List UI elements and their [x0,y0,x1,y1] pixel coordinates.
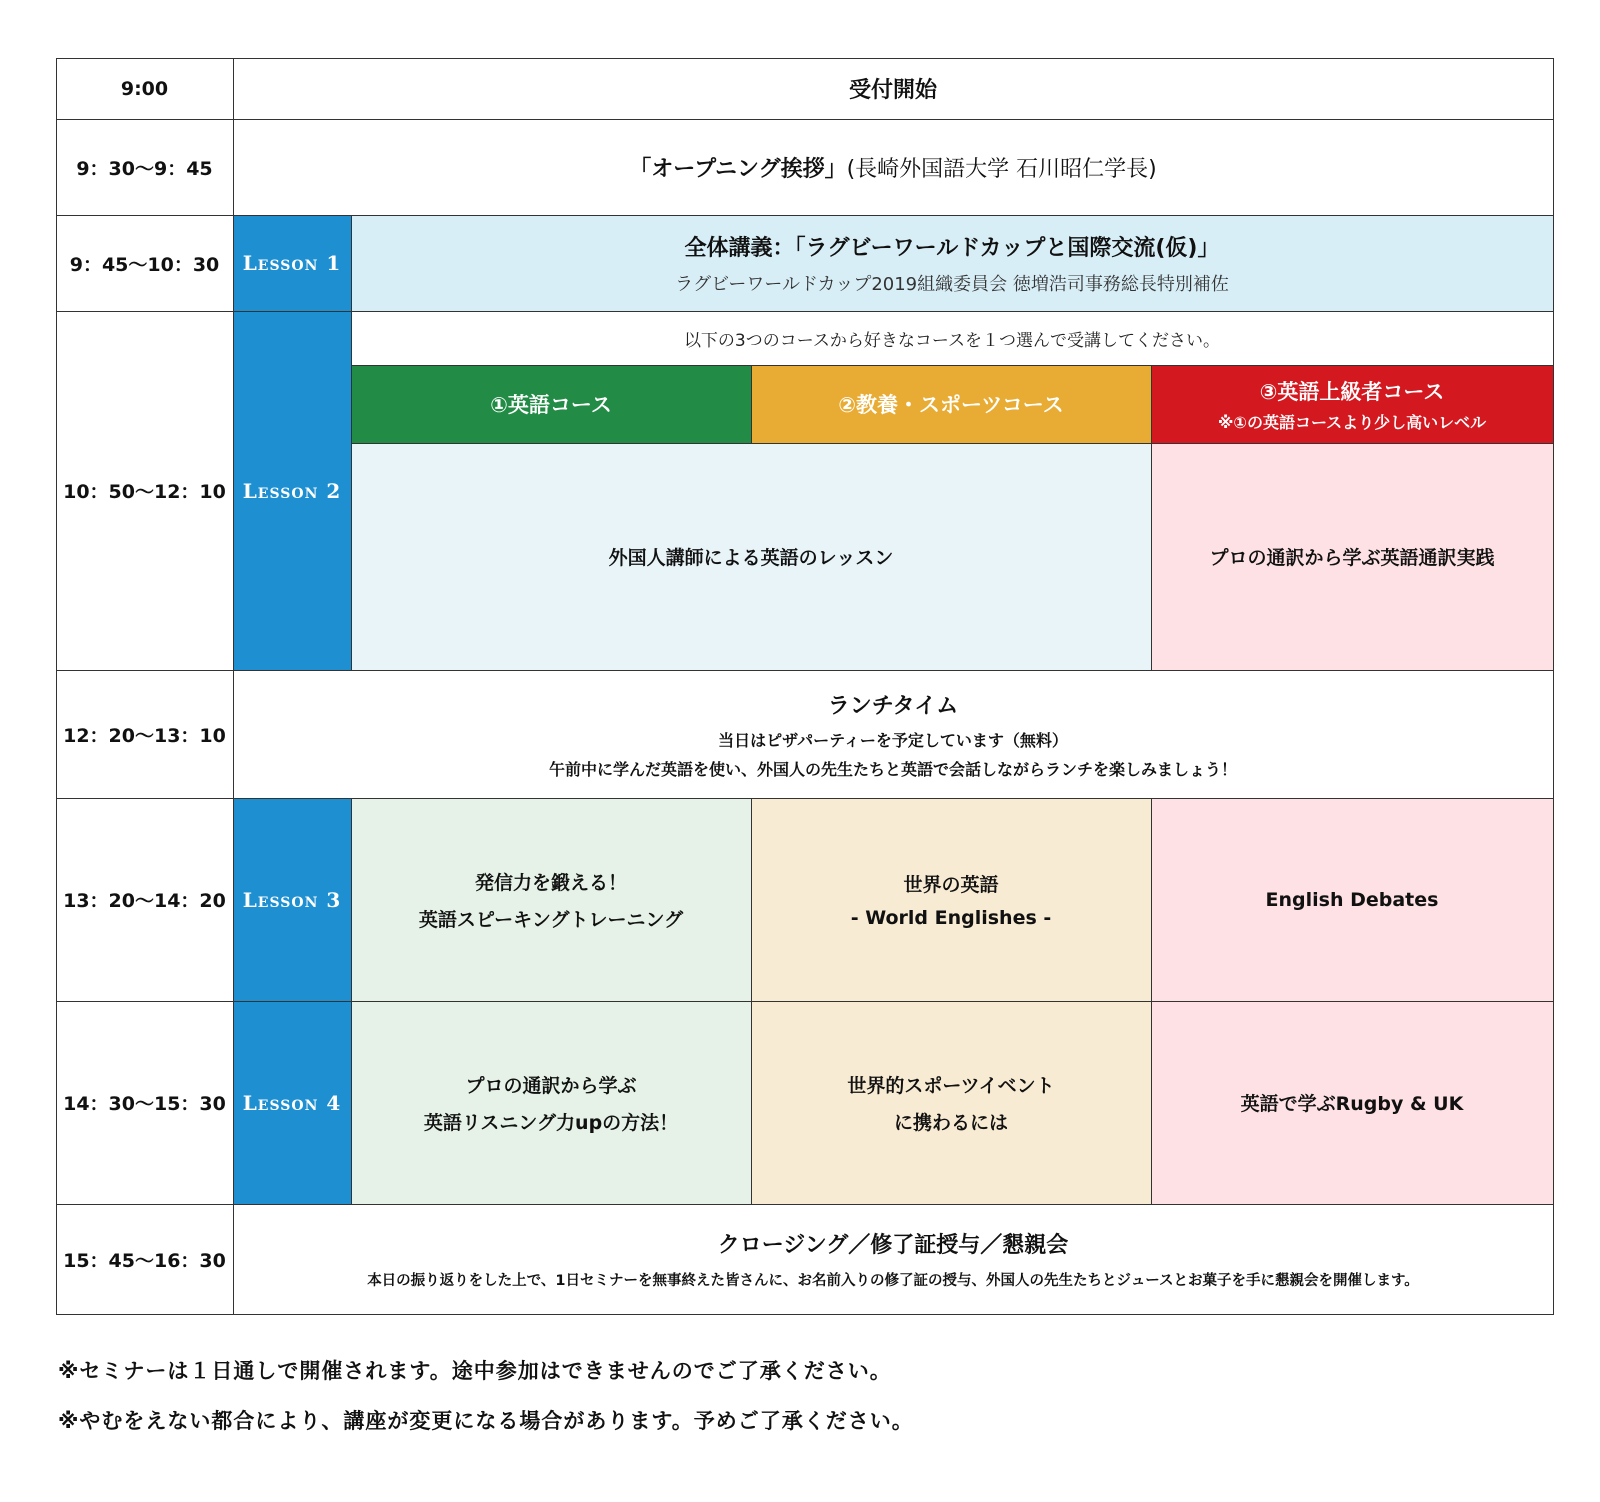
time-lesson2: 10：50〜12：10 [63,481,226,503]
lunch-line2: 午前中に学んだ英語を使い、外国人の先生たちと英語で会話しながらランチを楽しみましょう！ [548,759,1237,779]
lesson1-speaker: ラグビーワールドカップ2019組織委員会 徳増浩司事務総長特別補佐 [675,273,1229,295]
course-english-header: ①英語コース [351,365,751,443]
footnote: ※セミナーは１日通しで開催されます。途中参加はできませんのでご了承ください。 [58,1359,892,1383]
lesson2-label: Lesson 2 [233,311,351,670]
grid-line [56,215,1553,216]
grid-line [1151,798,1152,1204]
course-advanced-title: ③英語上級者コース [1259,379,1445,404]
lesson4-english-line2: 英語リスニング力upの方法！ [423,1111,679,1134]
grid-line [233,58,234,1314]
lesson3-liberal [751,798,1151,1001]
grid-line [56,670,1553,671]
grid-line [56,58,57,1314]
lesson4-liberal-line2: に携わるには [893,1111,1008,1134]
lesson4-liberal [751,1001,1151,1204]
grid-line [56,1314,1554,1315]
footnote: ※やむをえない都合により、講座が変更になる場合があります。予めご了承ください。 [58,1409,914,1433]
closing-description: 本日の振り返りをした上で、1日セミナーを無事終えた皆さんに、お名前入りの修了証の授与、外国人の先生たちとジュースとお菓子を手に懇親会を開催します。 [367,1273,1419,1289]
time-lesson4: 14：30〜15：30 [63,1093,226,1115]
lesson3-english [351,798,751,1001]
lesson2-shared-content: 外国人講師による英語のレッスン [351,443,1151,670]
time-reception: 9:00 [120,77,169,100]
lunch-line1: 当日はピザパーティーを予定しています（無料） [718,730,1068,750]
course-advanced-header [1151,365,1553,443]
lesson3-advanced: English Debates [1151,798,1553,1001]
lesson3-english-line2: 英語スピーキングトレーニング [418,908,684,931]
lesson4-advanced: 英語で学ぶRugby & UK [1151,1001,1553,1204]
grid-line [56,1204,1553,1205]
course-liberal-header: ②教養・スポーツコース [751,365,1151,443]
grid-line [1553,58,1554,1315]
reception-title: 受付開始 [848,78,937,103]
lesson3-label: Lesson 3 [233,798,351,1001]
time-opening: 9：30〜9：45 [76,157,213,180]
lesson4-english [351,1001,751,1204]
grid-line [56,798,1553,799]
grid-line [351,798,352,1204]
time-closing: 15：45〜16：30 [63,1249,226,1272]
opening-title [233,119,1553,215]
lesson2-instruction: 以下の3つのコースから好きなコースを１つ選んで受講してください。 [683,330,1221,351]
lunch-content [233,670,1553,798]
grid-line [56,311,1553,312]
grid-line [351,365,1553,366]
time-lesson1: 9：45〜10：30 [69,253,220,276]
lesson4-english-line1: プロの通訳から学ぶ [465,1074,637,1097]
lesson1-content [351,215,1553,311]
lesson4-liberal-line1: 世界的スポーツイベント [847,1074,1055,1097]
grid-line [351,215,352,670]
lesson1-title: 全体講義：「ラグビーワールドカップと国際交流(仮)」 [684,235,1220,261]
grid-line [351,443,1553,444]
time-lunch: 12：20〜13：10 [63,724,226,747]
lesson3-liberal-line2: - World Englishes - [850,907,1052,929]
lesson3-liberal-line1: 世界の英語 [903,874,999,896]
lunch-title: ランチタイム [827,693,959,719]
grid-line [751,798,752,1204]
lesson2-advanced-content: プロの通訳から学ぶ英語通訳実践 [1151,443,1553,670]
grid-line [751,365,752,443]
time-lesson3: 13：20〜14：20 [63,890,226,912]
closing-title: クロージング／修了証授与／懇親会 [717,1233,1069,1258]
lesson1-label: Lesson 1 [233,215,351,311]
closing-content [233,1204,1553,1314]
lesson3-english-line1: 発信力を鍛える！ [474,871,627,894]
grid-line [56,1001,1553,1002]
course-advanced-note: ※①の英語コースより少し高いレベル [1217,412,1487,432]
opening-title-main: 「オープニング挨拶」 [629,156,847,182]
grid-line [56,58,1553,59]
opening-title-speaker: (長崎外国語大学 石川昭仁学長) [846,156,1157,182]
lesson4-label: Lesson 4 [233,1001,351,1204]
grid-line [56,119,1553,120]
grid-line [1151,365,1152,670]
